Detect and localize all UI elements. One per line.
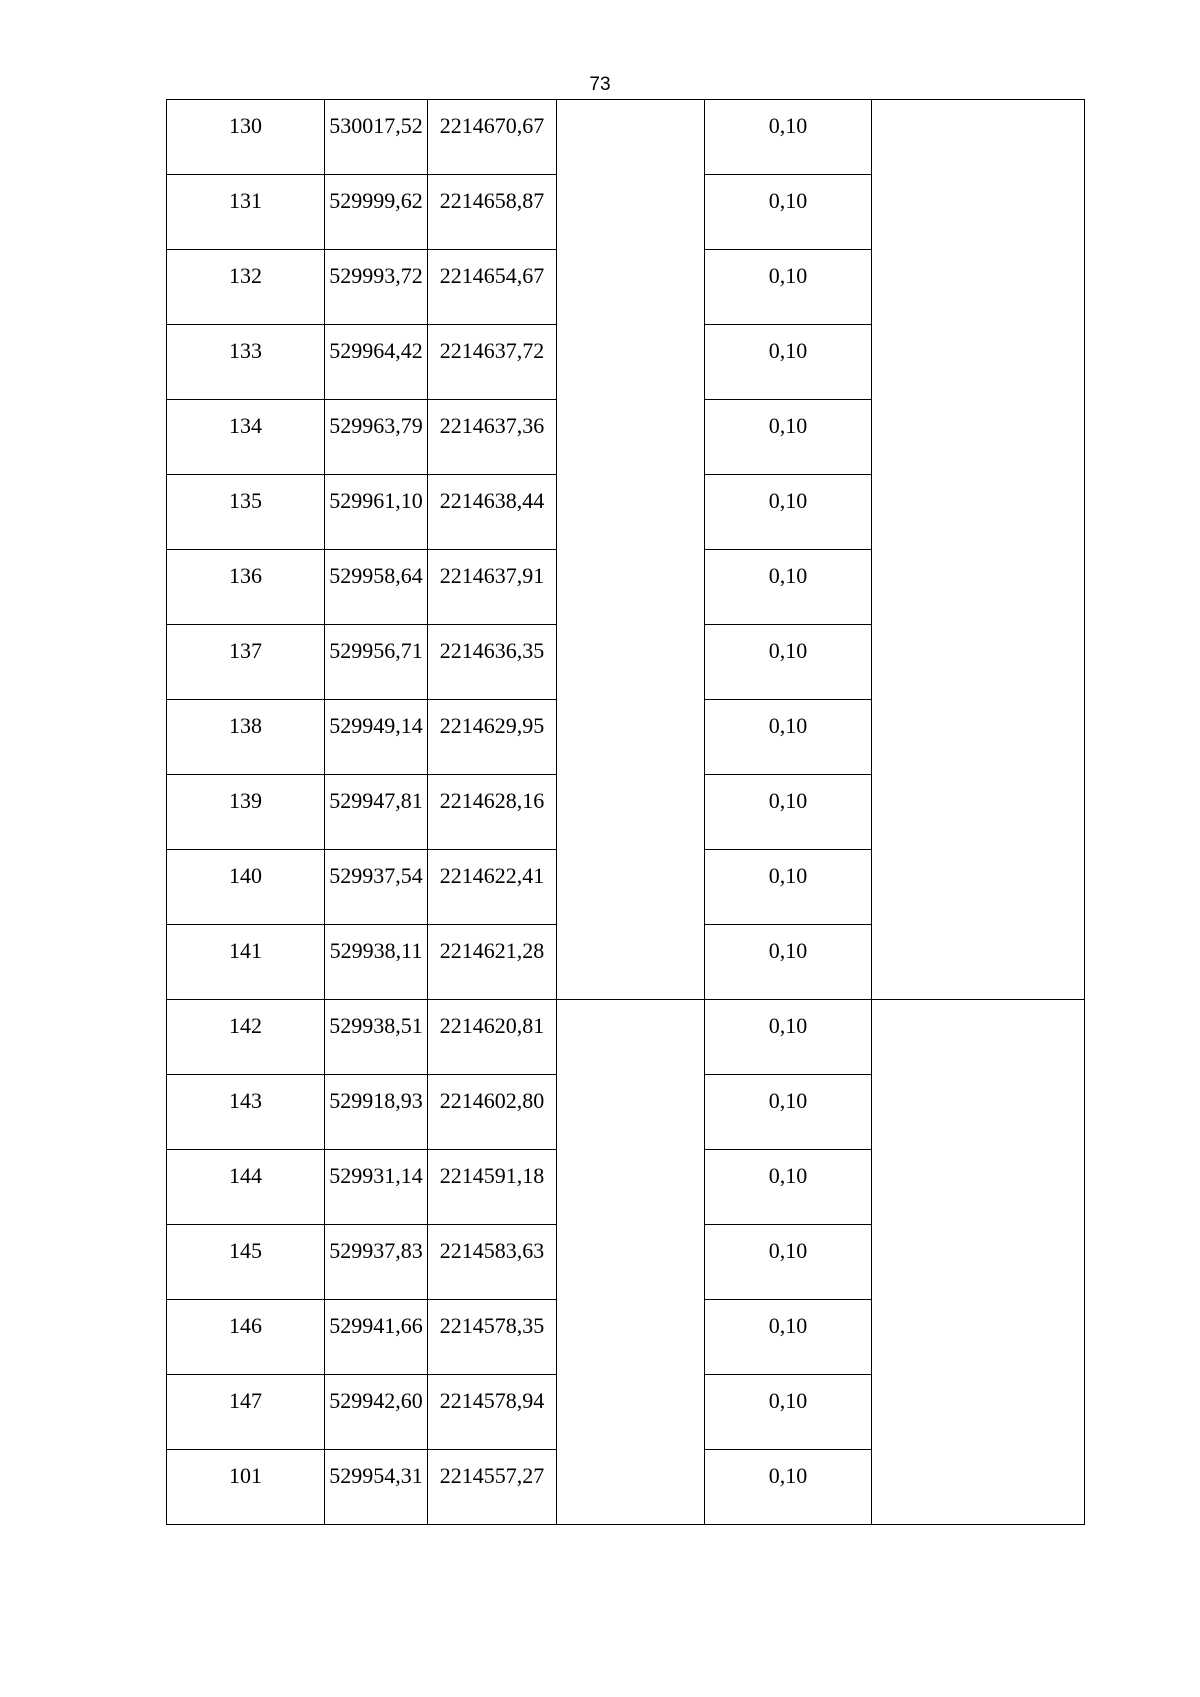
- accuracy-cell: 0,10: [705, 250, 872, 325]
- y-coordinate-cell: 2214670,67: [428, 100, 557, 175]
- point-number-cell: 133: [167, 325, 325, 400]
- x-coordinate-value: 529931,14: [329, 1163, 423, 1188]
- y-coordinate-cell: 2214637,36: [428, 400, 557, 475]
- x-coordinate-cell: [325, 100, 428, 175]
- x-coordinate-value: 529954,31: [329, 1463, 423, 1488]
- x-coordinate-value: 529937,54: [329, 863, 423, 888]
- accuracy-cell: 0,10: [705, 1300, 872, 1375]
- y-coordinate-cell: 2214591,18: [428, 1150, 557, 1225]
- accuracy-cell: 0,10: [705, 400, 872, 475]
- table-row: [167, 100, 1085, 175]
- accuracy-cell: 0,10: [705, 1225, 872, 1300]
- x-coordinate-value: 529949,14: [329, 713, 423, 738]
- point-number-cell: 130: [167, 100, 325, 175]
- x-coordinate-cell: [325, 175, 428, 250]
- x-coordinate-cell: [325, 1450, 428, 1525]
- y-coordinate-cell: 2214583,63: [428, 1225, 557, 1300]
- point-number-cell: 131: [167, 175, 325, 250]
- x-coordinate-cell: [325, 625, 428, 700]
- accuracy-cell: 0,10: [705, 175, 872, 250]
- point-number-cell: 140: [167, 850, 325, 925]
- x-coordinate-value: 529918,93: [329, 1088, 423, 1113]
- point-number-cell: 101: [167, 1450, 325, 1525]
- x-coordinate-value: 529958,64: [329, 563, 423, 588]
- accuracy-cell: 0,10: [705, 325, 872, 400]
- accuracy-cell: 0,10: [705, 1150, 872, 1225]
- accuracy-cell: 0,10: [705, 100, 872, 175]
- x-coordinate-value: 529938,11: [329, 938, 423, 963]
- x-coordinate-cell: [325, 700, 428, 775]
- y-coordinate-cell: 2214578,35: [428, 1300, 557, 1375]
- accuracy-cell: 0,10: [705, 625, 872, 700]
- x-coordinate-cell: [325, 1000, 428, 1075]
- x-coordinate-cell: [325, 550, 428, 625]
- y-coordinate-cell: 2214638,44: [428, 475, 557, 550]
- accuracy-cell: 0,10: [705, 1000, 872, 1075]
- point-number-cell: 139: [167, 775, 325, 850]
- x-coordinate-value: 529964,42: [329, 338, 423, 363]
- x-coordinate-value: 529963,79: [329, 413, 423, 438]
- point-number-cell: 147: [167, 1375, 325, 1450]
- x-coordinate-value: 529947,81: [329, 788, 423, 813]
- x-coordinate-value: 529937,83: [329, 1238, 423, 1263]
- y-coordinate-cell: 2214578,94: [428, 1375, 557, 1450]
- point-number-cell: 132: [167, 250, 325, 325]
- x-coordinate-cell: [325, 1150, 428, 1225]
- point-number-cell: 142: [167, 1000, 325, 1075]
- y-coordinate-cell: 2214636,35: [428, 625, 557, 700]
- accuracy-cell: 0,10: [705, 1450, 872, 1525]
- x-coordinate-value: 529999,62: [329, 188, 423, 213]
- x-coordinate-value: 530017,52: [329, 113, 423, 138]
- point-number-cell: 138: [167, 700, 325, 775]
- accuracy-cell: 0,10: [705, 775, 872, 850]
- empty-merged-cell: [557, 100, 705, 1000]
- accuracy-cell: 0,10: [705, 1375, 872, 1450]
- y-coordinate-cell: 2214628,16: [428, 775, 557, 850]
- coordinates-table: [166, 99, 1085, 1525]
- x-coordinate-value: 529942,60: [329, 1388, 423, 1413]
- y-coordinate-cell: 2214557,27: [428, 1450, 557, 1525]
- page-number: 73: [589, 74, 611, 95]
- point-number-cell: 145: [167, 1225, 325, 1300]
- y-coordinate-cell: 2214620,81: [428, 1000, 557, 1075]
- point-number-cell: 135: [167, 475, 325, 550]
- y-coordinate-cell: 2214622,41: [428, 850, 557, 925]
- point-number-cell: 146: [167, 1300, 325, 1375]
- x-coordinate-cell: [325, 1225, 428, 1300]
- empty-merged-cell: [557, 1000, 705, 1525]
- x-coordinate-value: 529993,72: [329, 263, 423, 288]
- point-number-cell: 136: [167, 550, 325, 625]
- table-row: [167, 1000, 1085, 1075]
- x-coordinate-cell: [325, 325, 428, 400]
- x-coordinate-value: 529956,71: [329, 638, 423, 663]
- y-coordinate-cell: 2214602,80: [428, 1075, 557, 1150]
- accuracy-cell: 0,10: [705, 1075, 872, 1150]
- point-number-cell: 134: [167, 400, 325, 475]
- x-coordinate-cell: [325, 1075, 428, 1150]
- point-number-cell: 137: [167, 625, 325, 700]
- x-coordinate-cell: [325, 925, 428, 1000]
- table-body: [167, 100, 1085, 1525]
- y-coordinate-cell: 2214637,72: [428, 325, 557, 400]
- x-coordinate-cell: [325, 775, 428, 850]
- point-number-cell: 141: [167, 925, 325, 1000]
- x-coordinate-cell: [325, 1300, 428, 1375]
- x-coordinate-cell: [325, 475, 428, 550]
- accuracy-cell: 0,10: [705, 700, 872, 775]
- x-coordinate-cell: [325, 250, 428, 325]
- y-coordinate-cell: 2214654,67: [428, 250, 557, 325]
- y-coordinate-cell: 2214637,91: [428, 550, 557, 625]
- accuracy-cell: 0,10: [705, 550, 872, 625]
- empty-merged-cell: [872, 100, 1085, 1000]
- accuracy-cell: 0,10: [705, 925, 872, 1000]
- y-coordinate-cell: 2214629,95: [428, 700, 557, 775]
- accuracy-cell: 0,10: [705, 475, 872, 550]
- y-coordinate-cell: 2214658,87: [428, 175, 557, 250]
- x-coordinate-value: 529941,66: [329, 1313, 423, 1338]
- y-coordinate-cell: 2214621,28: [428, 925, 557, 1000]
- point-number-cell: 144: [167, 1150, 325, 1225]
- x-coordinate-value: 529961,10: [329, 488, 423, 513]
- x-coordinate-cell: [325, 400, 428, 475]
- accuracy-cell: 0,10: [705, 850, 872, 925]
- x-coordinate-cell: [325, 1375, 428, 1450]
- x-coordinate-cell: [325, 850, 428, 925]
- x-coordinate-value: 529938,51: [329, 1013, 423, 1038]
- empty-merged-cell: [872, 1000, 1085, 1525]
- point-number-cell: 143: [167, 1075, 325, 1150]
